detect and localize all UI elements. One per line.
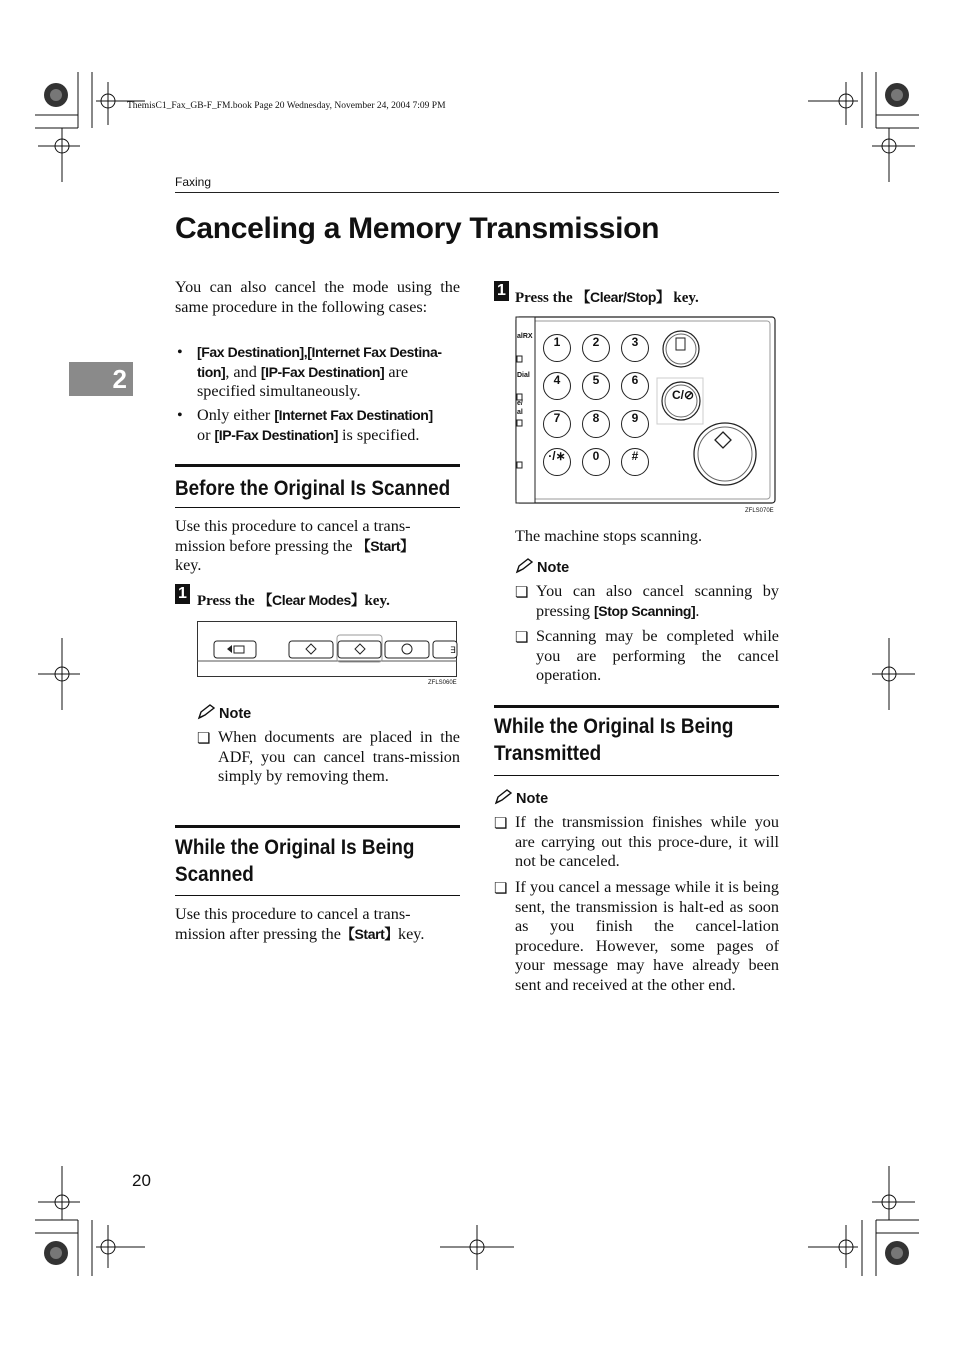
svg-text:∃: ∃ [450,645,456,655]
note-title: Note [516,791,549,807]
keypad-key-5: 5 [582,372,610,400]
keypad-key-9: 9 [621,410,649,438]
note-item: When documents are placed in the ADF, you can cancel trans-mission simply by removing them. [218,728,460,785]
bullet-mark: • [177,406,183,424]
key-label: [Stop Scanning] [594,602,696,619]
heading-while-transmitted [494,713,782,767]
keypad-key-0: 0 [582,448,610,476]
panel-side-label: Dial [517,372,530,379]
pencil-icon [515,558,533,574]
note-item: If you cancel a message while it is being sent, the transmission is halt-ed as soon as you finish the cancel-lation procedure. However, some pages of your message may have already been sent and received at the other end. [515,878,779,994]
note-item: If the transmission finishes while you are carrying out this proce-dure, it will not be canceled. [515,813,779,870]
scanned-text [175,905,460,944]
text-line: mission after pressing the [175,924,341,943]
section-rule [175,507,460,508]
bullet-text: Only either [197,406,271,424]
heading-line: Scanned [175,863,254,886]
section-rule [175,464,460,467]
note-title: Note [537,560,570,576]
header-rule [175,192,779,193]
key-label: 【Clear/Stop】 [576,289,670,305]
heading-line: Transmitted [494,742,602,765]
keypad-key-6: 6 [621,372,649,400]
step-text: key. [673,290,699,306]
note-title: Note [219,706,252,722]
section-rule [494,775,779,776]
key-label: [Fax Destination] [197,344,304,360]
note-item [536,582,779,621]
section-rule [175,825,460,828]
checkbox-mark: ❏ [515,630,529,646]
keypad-key-1: 1 [543,334,571,362]
note-item: Scanning may be completed while you are performing the cancel operation. [536,627,779,684]
page-title: Canceling a Memory Transmission [175,212,660,245]
text-line: mission before pressing the [175,536,353,555]
note-text: . [695,601,700,620]
note-header [515,558,569,577]
note-header [494,789,548,808]
keypad-key-8: 8 [582,410,610,438]
panel-side-label: e/ [517,400,523,407]
step-text: key. [364,593,390,609]
bullet-text: are [388,362,409,381]
checkbox-mark: ❏ [494,816,508,832]
key-label: 【Clear Modes】 [258,592,365,608]
clear-modes-panel-figure [197,621,459,687]
bullet-text: or [197,425,211,444]
intro-text: You can also cancel the mode using the same procedure in the following cases: [175,278,460,316]
key-label: [Internet Fax Destination] [274,407,433,423]
figure-label: ZFLS060E [428,680,457,686]
heading-line: While the Original Is Being [494,715,734,738]
intro-bullet-2 [175,406,462,445]
clear-stop-key: C/⊘ [672,388,695,402]
key-label: [IP-Fax Destination] [214,426,338,443]
bullet-text: specified simultaneously. [197,382,361,400]
text-line: Use this procedure to cancel a trans- [175,517,411,535]
pencil-icon [494,789,512,805]
before-text [175,517,460,576]
note-header [197,704,251,723]
keypad-key-star: ·/∗ [543,448,571,476]
keypad-key-3: 3 [621,334,649,362]
panel-side-label: alRX [517,333,533,340]
key-label: [IP-Fax Destination] [260,363,385,380]
bullet-mark: • [177,343,183,361]
heading-before-scanned: Before the Original Is Scanned [175,477,451,500]
step-text: Press the [197,593,255,609]
bullet-text: , and [225,362,257,381]
intro-bullet-1 [175,343,462,402]
figure-label: ZFLS070E [745,508,774,514]
step-number: 1 [175,584,190,604]
key-label: [Internet Fax Destina- [307,344,442,360]
chapter-tab: 2 [69,362,133,396]
pencil-icon [197,704,215,720]
section-rule [175,895,460,896]
step-text: Press the [515,290,573,306]
text-line: key. [175,556,202,574]
text-line: key. [398,924,425,943]
keypad-key-2: 2 [582,334,610,362]
separator: , [303,344,308,360]
note-text: You can also cancel scanning by pressing [536,582,779,620]
result-text: The machine stops scanning. [515,527,703,545]
heading-line: While the Original Is Being [175,836,415,859]
keypad-key-hash: # [621,448,649,476]
keypad-key-7: 7 [543,410,571,438]
step-instruction [515,287,699,307]
running-header: Faxing [175,175,212,189]
key-label: 【Start】 [340,925,398,942]
print-info: ThemisC1_Fax_GB-F_FM.book Page 20 Wednesday, November 24, 2004 7:09 PM [127,101,446,111]
checkbox-mark: ❏ [515,585,529,601]
keypad-key-4: 4 [543,372,571,400]
panel-side-label: al [517,409,523,416]
page-number: 20 [132,1171,151,1190]
section-rule [494,705,779,708]
step-instruction [197,590,390,610]
key-label: tion] [197,363,226,380]
text-line: Use this procedure to cancel a trans- [175,905,411,923]
heading-while-scanned [175,834,463,888]
key-label: 【Start】 [356,537,414,554]
checkbox-mark: ❏ [494,881,508,897]
keypad-panel-figure [515,316,777,505]
checkbox-mark: ❏ [197,731,211,747]
bullet-text: is specified. [342,425,420,444]
step-number: 1 [494,281,509,301]
